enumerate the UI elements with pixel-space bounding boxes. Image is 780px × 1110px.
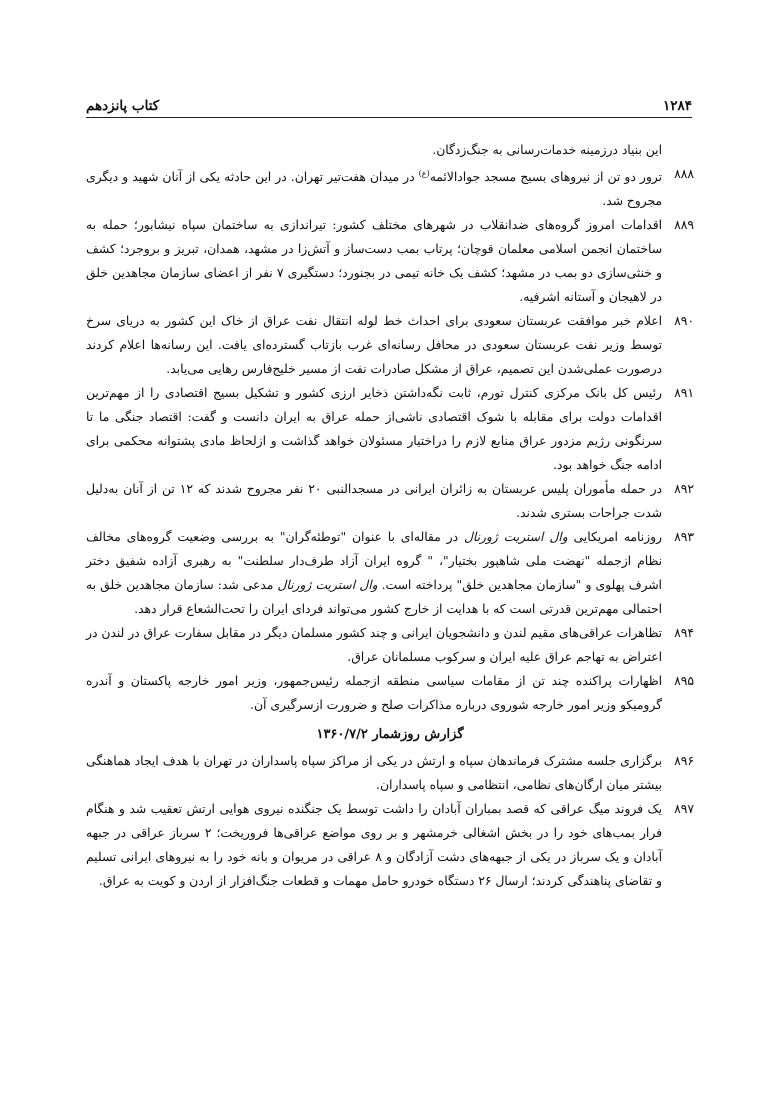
entry-text-fragment: ترور دو تن از نیروهای بسیج مسجد جوادالائمه — [429, 170, 662, 185]
chronology-entry — [86, 381, 694, 477]
entry-text — [86, 530, 662, 616]
entry-text — [86, 314, 662, 376]
entry-number: ۸۹۰ — [674, 314, 694, 329]
page-body — [86, 138, 694, 893]
book-title: کتاب پانزدهم — [86, 98, 160, 114]
intro-paragraph: این بنیاد درزمینه خدمات‌رسانی به جنگ‌زدگان. — [432, 143, 662, 157]
chronology-entry — [86, 213, 694, 309]
chronology-entry — [86, 162, 694, 213]
entry-text-fragment: در میدان هفت‌تیر تهران. در این حادثه یکی از آنان شهید و دیگری مجروح شد. — [86, 170, 662, 209]
entry-text-fragment: در حمله مأموران پلیس عربستان به زائران ایرانی در مسجدالنبی ۲۰ نفر مجروح شدند که ۱۲ تن از آنان به‌دلیل شدت جراحات بستری شدند. — [86, 482, 662, 521]
entry-text-fragment: اقدامات امروز گروه‌های ضدانقلاب در شهرهای مختلف کشور: تیراندازی به ساختمان سپاه نیشابور؛ حمله به ساختمان انجمن اسلامی معلمان قوچان؛ پرتاب بمب دست‌ساز و آتش‌زا در مشهد، همدان، تبریز و بروجرد؛ کشف و خنثی‌سازی دو بمب در مشهد؛ کشف یک خانه تیمی در بجنورد؛ دستگیری ۷ نفر از اعضای سازمان مجاهدین خلق در لاهیجان و آستانه اشرفیه. — [86, 218, 662, 305]
entry-text-fragment: روزنامه امریکایی — [567, 530, 662, 545]
entry-number: ۸۹۷ — [674, 802, 694, 817]
section-title: گزارش روزشمار ۱۳۶۰/۷/۲ — [316, 727, 464, 743]
entry-text-fragment: یک فروند میگ عراقی که قصد بمباران آبادان را داشت توسط یک جنگنده نیروی هوایی ارتش تعقیب شد و هنگام فرار بمب‌های خود را در بخش اشغالی خرمشهر و بر روی مواضع عراقی‌ها فروریخت؛ ۲ سرباز عراقی در جبهه آبادان و یک سرباز در یکی از جبهه‌های دشت آزادگان و ۸ عراقی در مریوان و بانه خود را به نیروهای ایرانی تسلیم و تقاضای پناهندگی کردند؛ ارسال ۲۶ دستگاه خودرو حامل مهمات و قطعات جنگ‌افزار از اردن و کویت به عراق. — [86, 802, 662, 889]
entry-number: ۸۹۲ — [674, 482, 694, 497]
entry-text — [86, 170, 662, 208]
entry-text-fragment: اظهارات پراکنده چند تن از مقامات سیاسی منطقه ازجمله رئیس‌جمهور، وزیر امور خارجه پاکستان و آندره گرومیکو وزیر امور خارجه شوروی درباره مذاکرات صلح و ضرورت ازسرگیری آن. — [86, 674, 662, 713]
entry-text — [86, 754, 662, 792]
entry-text — [86, 482, 662, 520]
chronology-entry — [86, 797, 694, 893]
entry-text — [86, 674, 662, 712]
entry-number: ۸۸۹ — [674, 218, 694, 233]
chronology-entry — [86, 621, 694, 669]
entry-text-fragment: تظاهرات عراقی‌های مقیم لندن و دانشجویان ایرانی و چند کشور مسلمان دیگر در مقابل سفارت عراق در لندن در اعتراض به تهاجم عراق علیه ایران و سرکوب مسلمانان عراق. — [86, 626, 662, 665]
page-number: ۱۲۸۴ — [662, 98, 692, 114]
chronology-entry — [86, 749, 694, 797]
chronology-entry — [86, 525, 694, 621]
page-header — [86, 88, 692, 114]
entry-text-fragment: برگزاری جلسه مشترک فرماندهان سپاه و ارتش در یکی از مراکز سپاه پاسداران در تهران با هدف ایجاد هماهنگی بیشتر میان ارگان‌های نظامی، انتظامی و سپاه پاسداران. — [86, 754, 662, 793]
header-divider — [86, 117, 692, 118]
chronology-list — [86, 162, 694, 717]
entry-text-fragment: مدعی شد: سازمان مجاهدین خلق به احتمالی مهم‌ترین قدرتی است که با هدایت از خارج کشور می‌تواند فردای ایران را تحت‌الشعاع قرار دهد. — [86, 578, 662, 617]
chronology-entry — [86, 309, 694, 381]
honorific-mark: (ع) — [418, 169, 430, 178]
entry-number: ۸۹۴ — [674, 626, 694, 641]
entry-text — [86, 218, 662, 304]
entry-number: ۸۹۶ — [674, 754, 694, 769]
chronology-entry — [86, 477, 694, 525]
entry-text-fragment: در مقاله‌ای با عنوان "توطئه‌گران" به بررسی وضعیت گروه‌های مخالف نظام ازجمله "نهضت ملی شاهپور بختیار"، " گروه ایران آزاد طرف‌دار سلطنت" به رهبری آزاده شفیق دختر اشرف پهلوی و "سازمان مجاهدین خلق" پرداخته است. — [86, 530, 662, 593]
entry-text — [86, 802, 662, 888]
newspaper-name: وال استریت ژورنال — [463, 530, 568, 545]
entry-number: ۸۸۸ — [674, 167, 694, 181]
entry-text — [86, 626, 662, 664]
entry-text-fragment: رئیس کل بانک مرکزی کنترل تورم، ثابت نگه‌داشتن ذخایر ارزی کشور و تشکیل بسیج اقتصادی را از مهم‌ترین اقدامات دولت برای مقابله با شوک اقتصادی ناشی‌از حمله عراق به ایران دانست و گفت: اقتصاد جنگی ما تا سرنگونی رژیم مزدور عراق منابع لازم را دراختیار مسئولان خواهد گذاشت و ازلحاظ مادی پشتوانه محکمی برای ادامه جنگ خواهد بود. — [86, 386, 662, 473]
newspaper-name: وال استریت ژورنال — [277, 578, 378, 593]
entry-number: ۸۹۱ — [674, 386, 694, 401]
chronology-entry — [86, 669, 694, 717]
entry-number: ۸۹۳ — [674, 530, 694, 545]
chronology-list-second — [86, 749, 694, 893]
entry-number: ۸۹۵ — [674, 674, 694, 689]
entry-text-fragment: اعلام خبر موافقت عربستان سعودی برای احداث خط لوله انتقال نفت عراق از خاک این کشور به دریای سرخ توسط وزیر نفت عربستان سعودی در محافل رسانه‌ای غرب بازتاب گسترده‌ای یافت. این رسانه‌ها اعلام کردند درصورت عملی‌شدن این تصمیم، عراق از مشکل صادرات نفت از مسیر خلیج‌فارس رهایی می‌یابد. — [86, 314, 662, 377]
entry-text — [86, 386, 662, 472]
